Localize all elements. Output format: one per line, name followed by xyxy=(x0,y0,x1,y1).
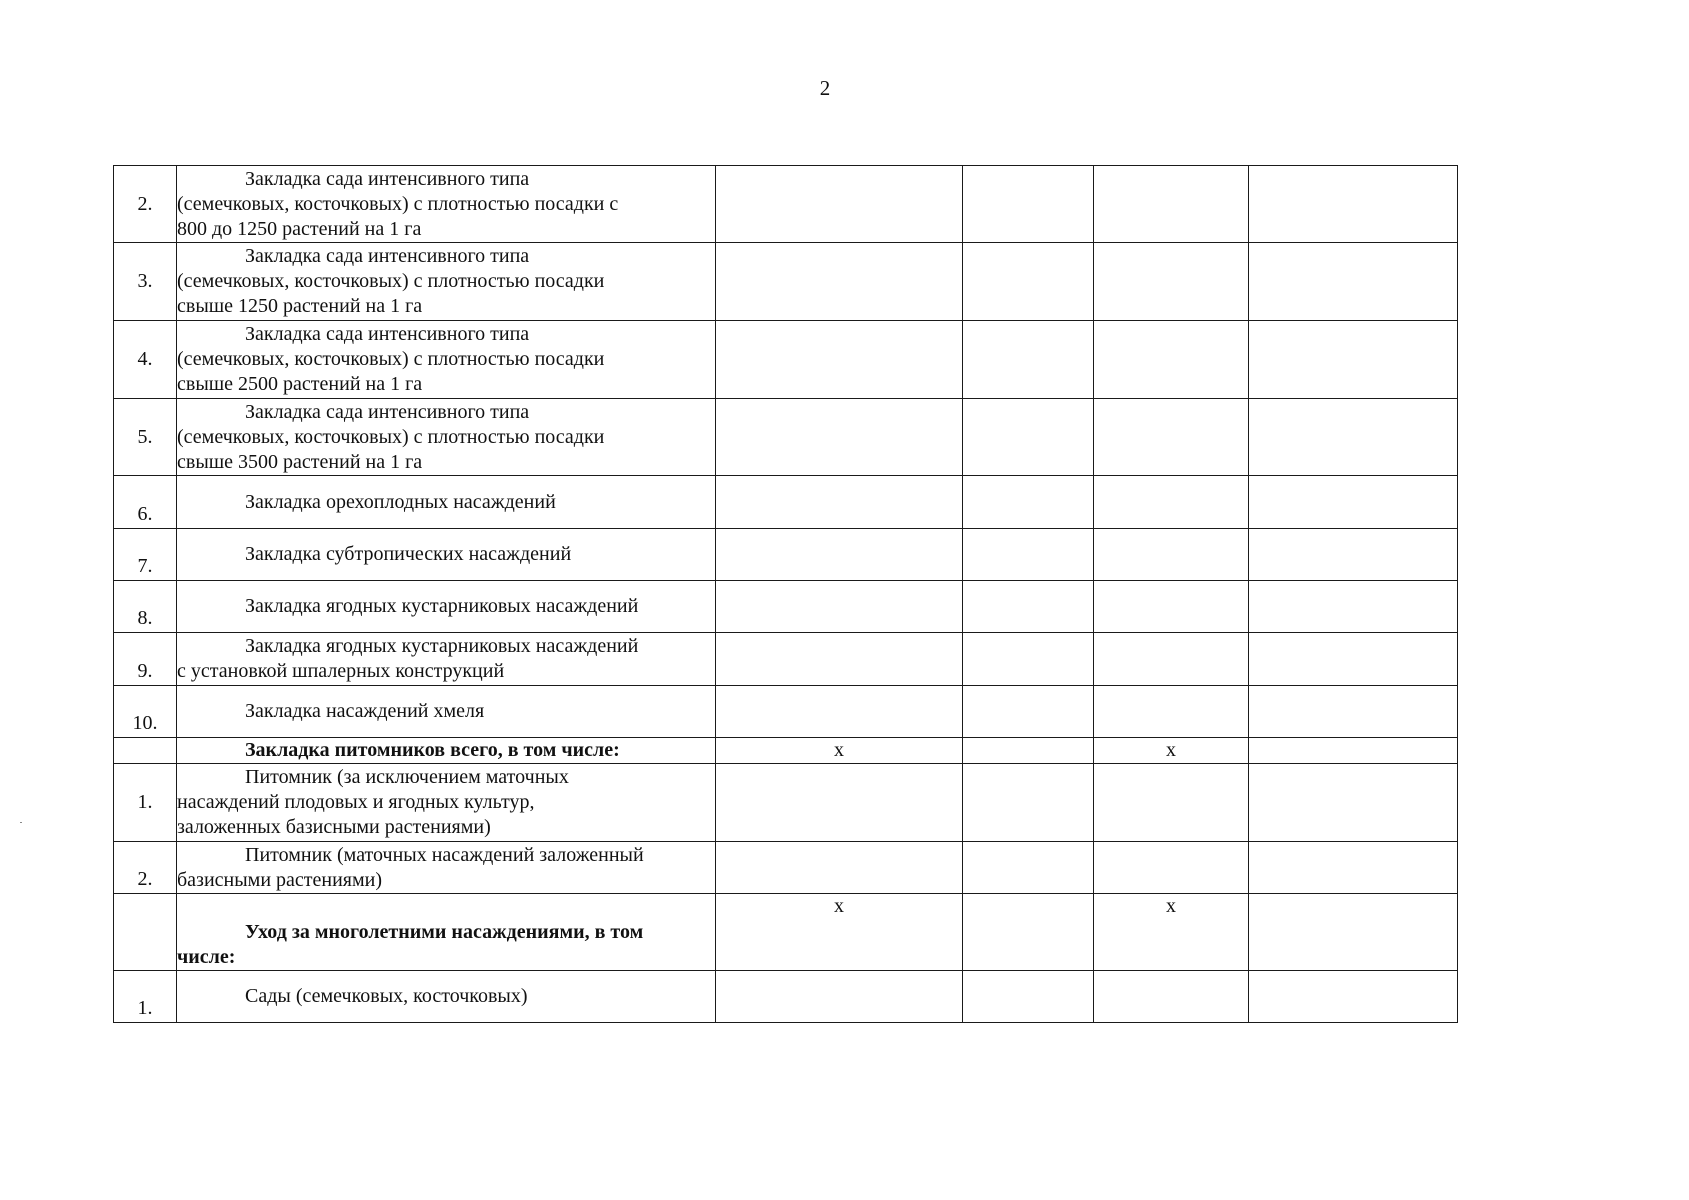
value-cell xyxy=(716,686,963,738)
value-cell: х xyxy=(1094,738,1249,764)
table-row xyxy=(114,399,1458,476)
row-description xyxy=(177,894,716,971)
description-line: Закладка сада интенсивного типа xyxy=(245,245,530,267)
value-cell xyxy=(1094,399,1249,476)
description-line: Закладка сада интенсивного типа xyxy=(245,167,530,190)
value-cell: х xyxy=(1094,894,1249,971)
row-description xyxy=(177,399,716,476)
row-description xyxy=(177,971,716,1023)
value-cell xyxy=(1249,321,1458,399)
description-line: базисными растениями) xyxy=(177,868,383,891)
row-number: 1. xyxy=(114,764,177,842)
row-number: 2. xyxy=(114,842,177,894)
row-number: 4. xyxy=(114,321,177,399)
value-cell xyxy=(963,633,1094,686)
description-line: с установкой шпалерных конструкций xyxy=(177,660,505,682)
value-cell xyxy=(716,633,963,686)
description-line: Закладка насаждений хмеля xyxy=(245,700,485,722)
row-number: 1. xyxy=(114,971,177,1023)
row-description xyxy=(177,633,716,686)
description-line: насаждений плодовых и ягодных культур, xyxy=(177,791,535,813)
value-cell xyxy=(716,476,963,529)
value-cell xyxy=(1094,243,1249,321)
table-row xyxy=(114,738,1458,764)
row-number: 9. xyxy=(114,633,177,686)
row-description xyxy=(177,764,716,842)
planting-costs-table xyxy=(113,165,1458,1023)
table-row xyxy=(114,686,1458,738)
row-description xyxy=(177,686,716,738)
row-description xyxy=(177,476,716,529)
value-cell xyxy=(1249,971,1458,1023)
value-cell xyxy=(963,894,1094,971)
value-cell xyxy=(1249,581,1458,633)
table-row xyxy=(114,971,1458,1023)
description-line: (семечковых, косточковых) с плотностью посадки xyxy=(177,425,605,448)
table-row xyxy=(114,166,1458,243)
description-line: Сады (семечковых, косточковых) xyxy=(245,985,528,1007)
value-cell xyxy=(1094,842,1249,894)
value-cell xyxy=(1249,243,1458,321)
value-cell xyxy=(716,842,963,894)
table-row xyxy=(114,764,1458,842)
row-description xyxy=(177,842,716,894)
row-description xyxy=(177,166,716,243)
value-cell xyxy=(1094,166,1249,243)
description-line: 800 до 1250 растений на 1 га xyxy=(177,217,422,240)
value-cell xyxy=(963,764,1094,842)
value-cell xyxy=(1249,399,1458,476)
description-line: свыше 1250 растений на 1 га xyxy=(177,295,423,317)
table-row xyxy=(114,633,1458,686)
value-cell xyxy=(1249,842,1458,894)
description-line: Питомник (маточных насаждений заложенный xyxy=(245,843,644,866)
table-row xyxy=(114,476,1458,529)
description-line: (семечковых, косточковых) с плотностью посадки xyxy=(177,348,605,370)
row-number xyxy=(114,894,177,971)
row-description xyxy=(177,243,716,321)
description-line: заложенных базисными растениями) xyxy=(177,816,491,838)
value-cell xyxy=(716,399,963,476)
description-line: Закладка питомников всего, в том числе: xyxy=(245,739,620,761)
value-cell xyxy=(1094,476,1249,529)
value-cell xyxy=(1249,686,1458,738)
description-line: свыше 3500 растений на 1 га xyxy=(177,450,423,473)
value-cell xyxy=(1094,686,1249,738)
value-cell xyxy=(963,399,1094,476)
row-number: 5. xyxy=(114,399,177,476)
value-cell xyxy=(1249,166,1458,243)
table-row xyxy=(114,529,1458,581)
value-cell xyxy=(716,581,963,633)
value-cell xyxy=(1094,764,1249,842)
value-cell xyxy=(963,581,1094,633)
description-line: свыше 2500 растений на 1 га xyxy=(177,373,423,395)
row-description xyxy=(177,529,716,581)
row-number: 3. xyxy=(114,243,177,321)
description-line: Закладка ягодных кустарниковых насаждений xyxy=(245,595,639,617)
value-cell xyxy=(963,738,1094,764)
table-row xyxy=(114,581,1458,633)
description-line: Питомник (за исключением маточных xyxy=(245,766,569,788)
value-cell xyxy=(716,166,963,243)
table-row xyxy=(114,243,1458,321)
value-cell xyxy=(716,971,963,1023)
value-cell: х xyxy=(716,894,963,971)
value-cell xyxy=(963,243,1094,321)
row-description xyxy=(177,581,716,633)
row-number: 7. xyxy=(114,529,177,581)
description-line: (семечковых, косточковых) с плотностью посадки с xyxy=(177,192,619,215)
page-number: 2 xyxy=(819,76,831,100)
value-cell xyxy=(1249,633,1458,686)
row-number: 8. xyxy=(114,581,177,633)
row-number: 10. xyxy=(114,686,177,738)
description-line: Закладка орехоплодных насаждений xyxy=(245,490,556,513)
table-row xyxy=(114,894,1458,971)
value-cell xyxy=(963,476,1094,529)
table-row xyxy=(114,842,1458,894)
value-cell xyxy=(1249,529,1458,581)
value-cell xyxy=(1094,321,1249,399)
row-description xyxy=(177,738,716,764)
value-cell xyxy=(716,529,963,581)
row-description xyxy=(177,321,716,399)
value-cell xyxy=(716,321,963,399)
value-cell xyxy=(1249,894,1458,971)
value-cell xyxy=(963,686,1094,738)
description-line: Закладка ягодных кустарниковых насаждений xyxy=(245,635,639,657)
description-line: числе: xyxy=(177,946,236,968)
description-line: Закладка субтропических насаждений xyxy=(245,543,572,565)
value-cell xyxy=(963,842,1094,894)
scan-speck xyxy=(20,822,22,823)
value-cell xyxy=(1249,738,1458,764)
description-line: Закладка сада интенсивного типа xyxy=(245,400,530,423)
value-cell xyxy=(1094,581,1249,633)
value-cell xyxy=(1094,633,1249,686)
value-cell xyxy=(963,166,1094,243)
value-cell xyxy=(1094,529,1249,581)
row-number: 6. xyxy=(114,476,177,529)
value-cell xyxy=(963,971,1094,1023)
description-line: (семечковых, косточковых) с плотностью посадки xyxy=(177,270,605,292)
value-cell xyxy=(716,243,963,321)
value-cell xyxy=(1249,764,1458,842)
value-cell xyxy=(963,321,1094,399)
row-number: 2. xyxy=(114,166,177,243)
value-cell xyxy=(716,764,963,842)
value-cell: х xyxy=(716,738,963,764)
description-line: Уход за многолетними насаждениями, в том xyxy=(245,921,644,943)
value-cell xyxy=(1094,971,1249,1023)
value-cell xyxy=(1249,476,1458,529)
table-row xyxy=(114,321,1458,399)
description-line: Закладка сада интенсивного типа xyxy=(245,323,530,345)
value-cell xyxy=(963,529,1094,581)
row-number xyxy=(114,738,177,764)
